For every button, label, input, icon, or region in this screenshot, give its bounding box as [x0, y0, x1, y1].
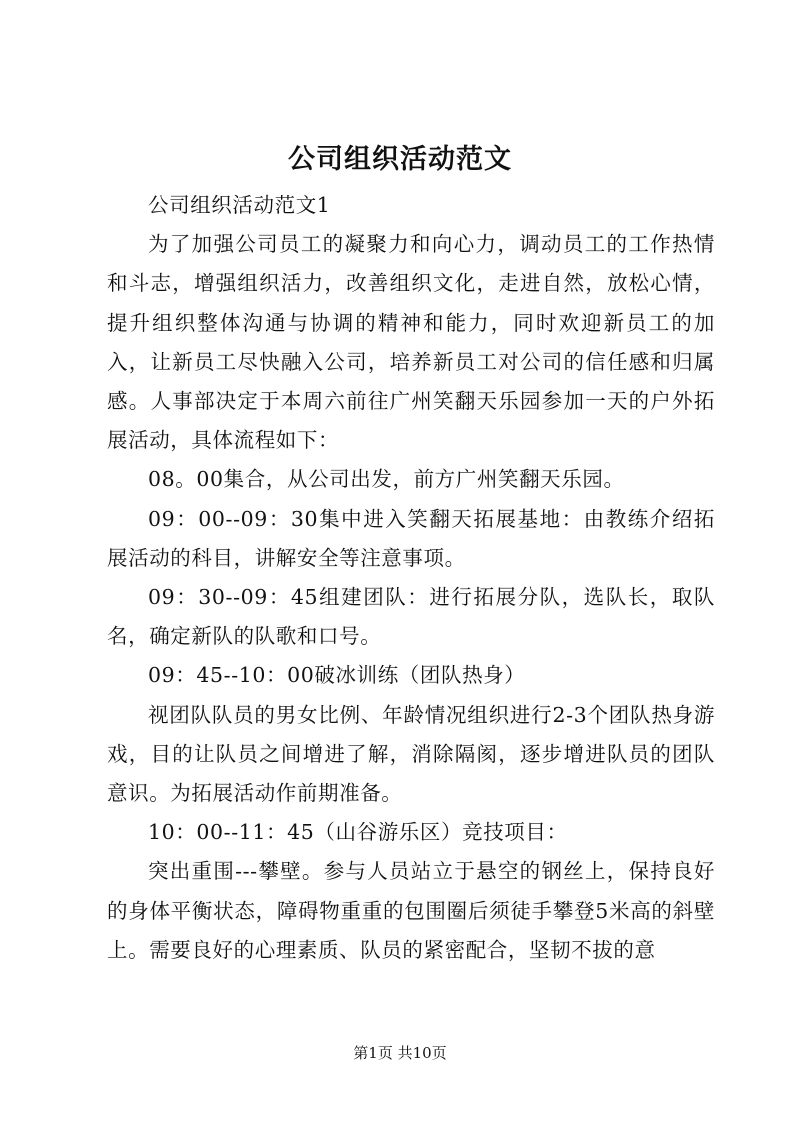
paragraph-schedule-0800: 08。00集合，从公司出发，前方广州笑翻天乐园。: [148, 467, 625, 492]
paragraph-intro: 为了加强公司员工的凝聚力和向心力，调动员工的工作热情和斗志，增强组织活力，改善组织文化，走进自然，放松心情，提升组织整体沟通与协调的精神和能力，同时欢迎新员工的加入，让新员工尽快融入公司，培养新员工对公司的信任感和归属感。人事部决定于本周六前往广州笑翻天乐园参加一天的户外拓展活动，具体流程如下：: [107, 232, 715, 453]
paragraph-schedule-1000: 10：00--11：45（山谷游乐区）竞技项目：: [148, 820, 568, 845]
paragraph-climbing-details: 突出重围---攀壁。参与人员站立于悬空的钢丝上，保持良好的身体平衡状态，障碍物重重的包围圈后须徒手攀登5米高的斜壁上。需要良好的心理素质、队员的紧密配合，坚韧不拔的意: [107, 859, 715, 962]
paragraph-warmup-details: 视团队队员的男女比例、年龄情况组织进行2-3个团队热身游戏，目的让队员之间增进了解，消除隔阂，逐步增进队员的团队意识。为拓展活动作前期准备。: [107, 702, 715, 806]
paragraph-schedule-0945: 09：45--10：00破冰训练（团队热身）: [148, 663, 526, 688]
paragraph-subtitle: 公司组织活动范文1: [148, 193, 331, 217]
paragraph-schedule-0930: 09：30--09：45组建团队：进行拓展分队，选队长，取队名，确定新队的队歌和口号。: [107, 585, 715, 649]
document-body: [107, 186, 715, 970]
paragraph-schedule-0900: 09：00--09：30集中进入笑翻天拓展基地：由教练介绍拓展活动的科目，讲解安全等注意事项。: [107, 506, 715, 570]
document-title: 公司组织活动范文: [288, 144, 512, 175]
page-footer: 第1页 共10页: [353, 1044, 447, 1062]
